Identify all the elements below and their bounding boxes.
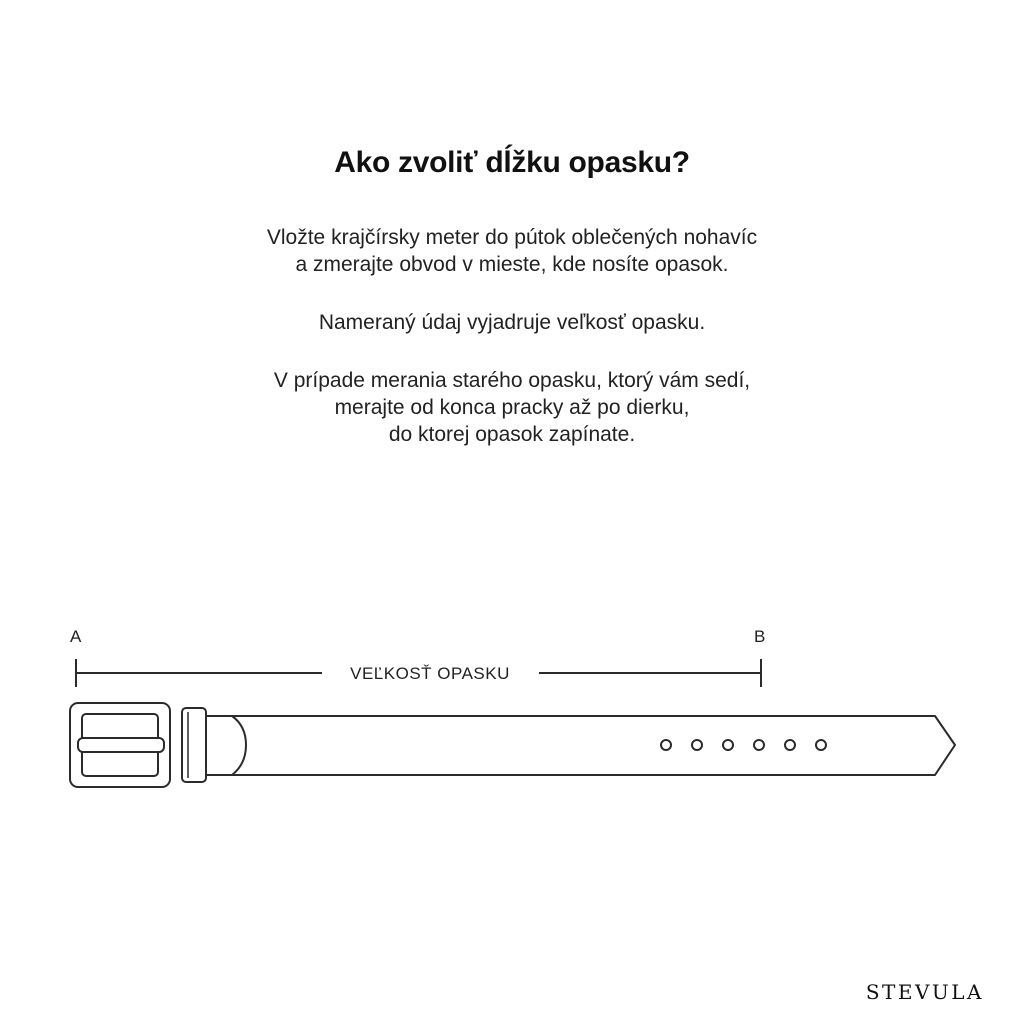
- instruction-line: Vložte krajčírsky meter do pútok oblečených nohavíc: [266, 226, 758, 249]
- instruction-line: do ktorej opasok zapínate.: [388, 423, 636, 446]
- page-title: Ako zvoliť dĺžku opasku?: [334, 146, 690, 179]
- buckle-prong: [78, 738, 164, 752]
- brand-logo: STEVULA: [865, 980, 984, 1004]
- instruction-line: merajte od konca pracky až po dierku,: [334, 396, 690, 419]
- point-a-label: A: [70, 627, 82, 646]
- instruction-line: Nameraný údaj vyjadruje veľkosť opasku.: [318, 311, 706, 334]
- measure-label: VEĽKOSŤ OPASKU: [350, 664, 510, 683]
- belt-hole: [692, 740, 702, 750]
- belt-hole: [661, 740, 671, 750]
- belt-hole: [754, 740, 764, 750]
- instruction-line: a zmerajte obvod v mieste, kde nosíte opasok.: [295, 253, 729, 276]
- belt-strap: [210, 716, 955, 775]
- belt-hole: [723, 740, 733, 750]
- instruction-line: V prípade merania starého opasku, ktorý vám sedí,: [273, 369, 751, 392]
- belt-keeper: [182, 708, 206, 782]
- point-b-label: B: [754, 627, 766, 646]
- belt-hole: [785, 740, 795, 750]
- belt-hole: [816, 740, 826, 750]
